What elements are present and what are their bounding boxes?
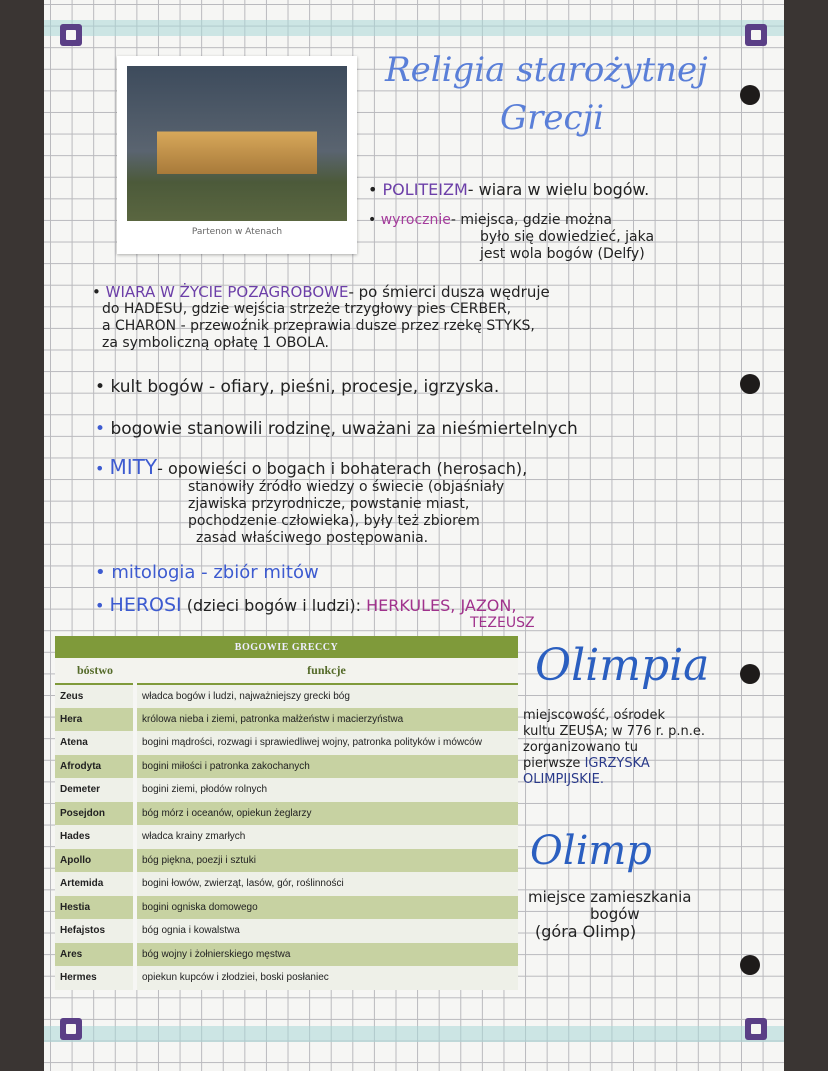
greek-gods-table xyxy=(55,636,518,990)
note-line: zjawiska przyrodnicze, powstanie miast, xyxy=(188,496,470,512)
note-line: miejscowość, ośrodek xyxy=(523,708,666,723)
note-line: kult bogów - ofiary, pieśni, procesje, igrzyska. xyxy=(110,377,500,397)
table-title: BOGOWIE GRECCY xyxy=(55,636,518,658)
olimpia-heading: Olimpia xyxy=(535,640,710,691)
deity-function: władca bogów i ludzi, najważniejszy grecki bóg xyxy=(135,684,518,708)
deity-name: Atena xyxy=(55,731,135,755)
column-header-functions: funkcje xyxy=(135,658,518,684)
deity-function: władca krainy zmarłych xyxy=(135,825,518,849)
table-row xyxy=(55,919,518,943)
table-row xyxy=(55,684,518,708)
note-line: - opowieści o bogach i bohaterach (herosach), xyxy=(157,459,528,478)
corner-logo-icon xyxy=(60,1018,82,1040)
note-line: (góra Olimp) xyxy=(535,922,637,941)
note-line: stanowiły źródło wiedzy o świecie (objaśniały xyxy=(188,479,505,495)
table-row xyxy=(55,849,518,873)
olimp-heading: Olimp xyxy=(530,828,652,874)
table-row xyxy=(55,731,518,755)
note-line: było się dowiedzieć, jaka xyxy=(480,229,655,245)
note-line: jest wola bogów (Delfy) xyxy=(480,246,645,262)
note-line: kultu ZEUSA; w 776 r. p.n.e. xyxy=(523,724,705,739)
deity-name: Apollo xyxy=(55,849,135,873)
table-row xyxy=(55,755,518,779)
table-row xyxy=(55,943,518,967)
igrzyska-text: IGRZYSKA xyxy=(584,756,650,771)
politeizm-term: POLITEIZM xyxy=(382,180,468,199)
deity-function: bóg wojny i żołnierskiego męstwa xyxy=(135,943,518,967)
deity-name: Ares xyxy=(55,943,135,967)
deity-name: Demeter xyxy=(55,778,135,802)
photo-caption: Partenon w Atenach xyxy=(191,227,283,237)
herosi-term: HEROSI xyxy=(109,594,182,616)
note-line: bogowie stanowili rodzinę, uważani za nieśmiertelnych xyxy=(110,419,578,439)
note-line: - po śmierci dusza wędruje xyxy=(348,283,550,301)
deity-function: bogini łowów, zwierząt, lasów, gór, roślinności xyxy=(135,872,518,896)
corner-logo-icon xyxy=(745,1018,767,1040)
corner-logo-icon xyxy=(745,24,767,46)
wiara-term: WIARA W ŻYCIE POZAGROBOWE xyxy=(105,283,349,301)
mitologia-note: mitologia - zbiór mitów xyxy=(111,562,319,583)
heroes-names-2: TEZEUSZ xyxy=(470,615,535,631)
deity-name: Hefajstos xyxy=(55,919,135,943)
deity-function: bóg mórz i oceanów, opiekun żeglarzy xyxy=(135,802,518,826)
parthenon-image xyxy=(127,66,347,221)
note-line: za symboliczną opłatę 1 OBOLA. xyxy=(102,335,329,351)
heroes-names: HERKULES, JAZON, xyxy=(366,596,517,615)
table-row xyxy=(55,966,518,990)
note-line: bogów xyxy=(590,905,640,923)
page-title-line2: Grecji xyxy=(500,98,604,138)
note-line: pochodzenie człowieka), były też zbiorem xyxy=(188,513,480,529)
mity-term: MITY xyxy=(109,455,158,479)
punch-hole xyxy=(740,664,760,684)
top-strip xyxy=(44,20,784,36)
note-line: zorganizowano tu xyxy=(523,740,639,755)
deity-function: bóg ognia i kowalstwa xyxy=(135,919,518,943)
deity-name: Hera xyxy=(55,708,135,732)
table-row xyxy=(55,778,518,802)
deity-name: Posejdon xyxy=(55,802,135,826)
deity-name: Hermes xyxy=(55,966,135,990)
punch-hole xyxy=(740,85,760,105)
deity-function: opiekun kupców i złodziei, boski posłaniec xyxy=(135,966,518,990)
table-row xyxy=(55,896,518,920)
olimpijskie-text: OLIMPIJSKIE. xyxy=(523,772,604,787)
punch-hole xyxy=(740,955,760,975)
punch-hole xyxy=(740,374,760,394)
deity-function: bogini miłości i patronka zakochanych xyxy=(135,755,518,779)
note-line: a CHARON - przewoźnik przeprawia dusze przez rzekę STYKS, xyxy=(102,318,535,334)
parthenon-photo xyxy=(117,56,357,254)
wyrocznie-term: wyrocznie xyxy=(380,212,451,228)
herosi-def: (dzieci bogów i ludzi): xyxy=(186,596,361,615)
corner-logo-icon xyxy=(60,24,82,46)
deity-name: Hestia xyxy=(55,896,135,920)
deity-name: Hades xyxy=(55,825,135,849)
deity-function: bóg piękna, poezji i sztuki xyxy=(135,849,518,873)
note-line: - miejsca, gdzie można xyxy=(450,212,612,228)
table-row xyxy=(55,802,518,826)
deity-name: Afrodyta xyxy=(55,755,135,779)
table-row xyxy=(55,872,518,896)
deity-function: bogini mądrości, rozwagi i sprawiedliwej wojny, patronka polityków i mówców xyxy=(135,731,518,755)
note-line: zasad właściwego postępowania. xyxy=(196,530,429,546)
deity-function: bogini ogniska domowego xyxy=(135,896,518,920)
deity-name: Artemida xyxy=(55,872,135,896)
column-header-deity: bóstwo xyxy=(55,658,135,684)
table-row xyxy=(55,825,518,849)
deity-name: Zeus xyxy=(55,684,135,708)
note-line: miejsce zamieszkania xyxy=(528,888,692,906)
bottom-strip xyxy=(44,1026,784,1042)
table-row xyxy=(55,708,518,732)
politeizm-def: - wiara w wielu bogów. xyxy=(467,180,650,199)
note-line: pierwsze xyxy=(523,756,581,771)
note-line: do HADESU, gdzie wejścia strzeże trzygłowy pies CERBER, xyxy=(102,301,512,317)
deity-function: królowa nieba i ziemi, patronka małżeństw i macierzyństwa xyxy=(135,708,518,732)
page-title: Religia starożytnej xyxy=(385,50,708,90)
deity-function: bogini ziemi, płodów rolnych xyxy=(135,778,518,802)
